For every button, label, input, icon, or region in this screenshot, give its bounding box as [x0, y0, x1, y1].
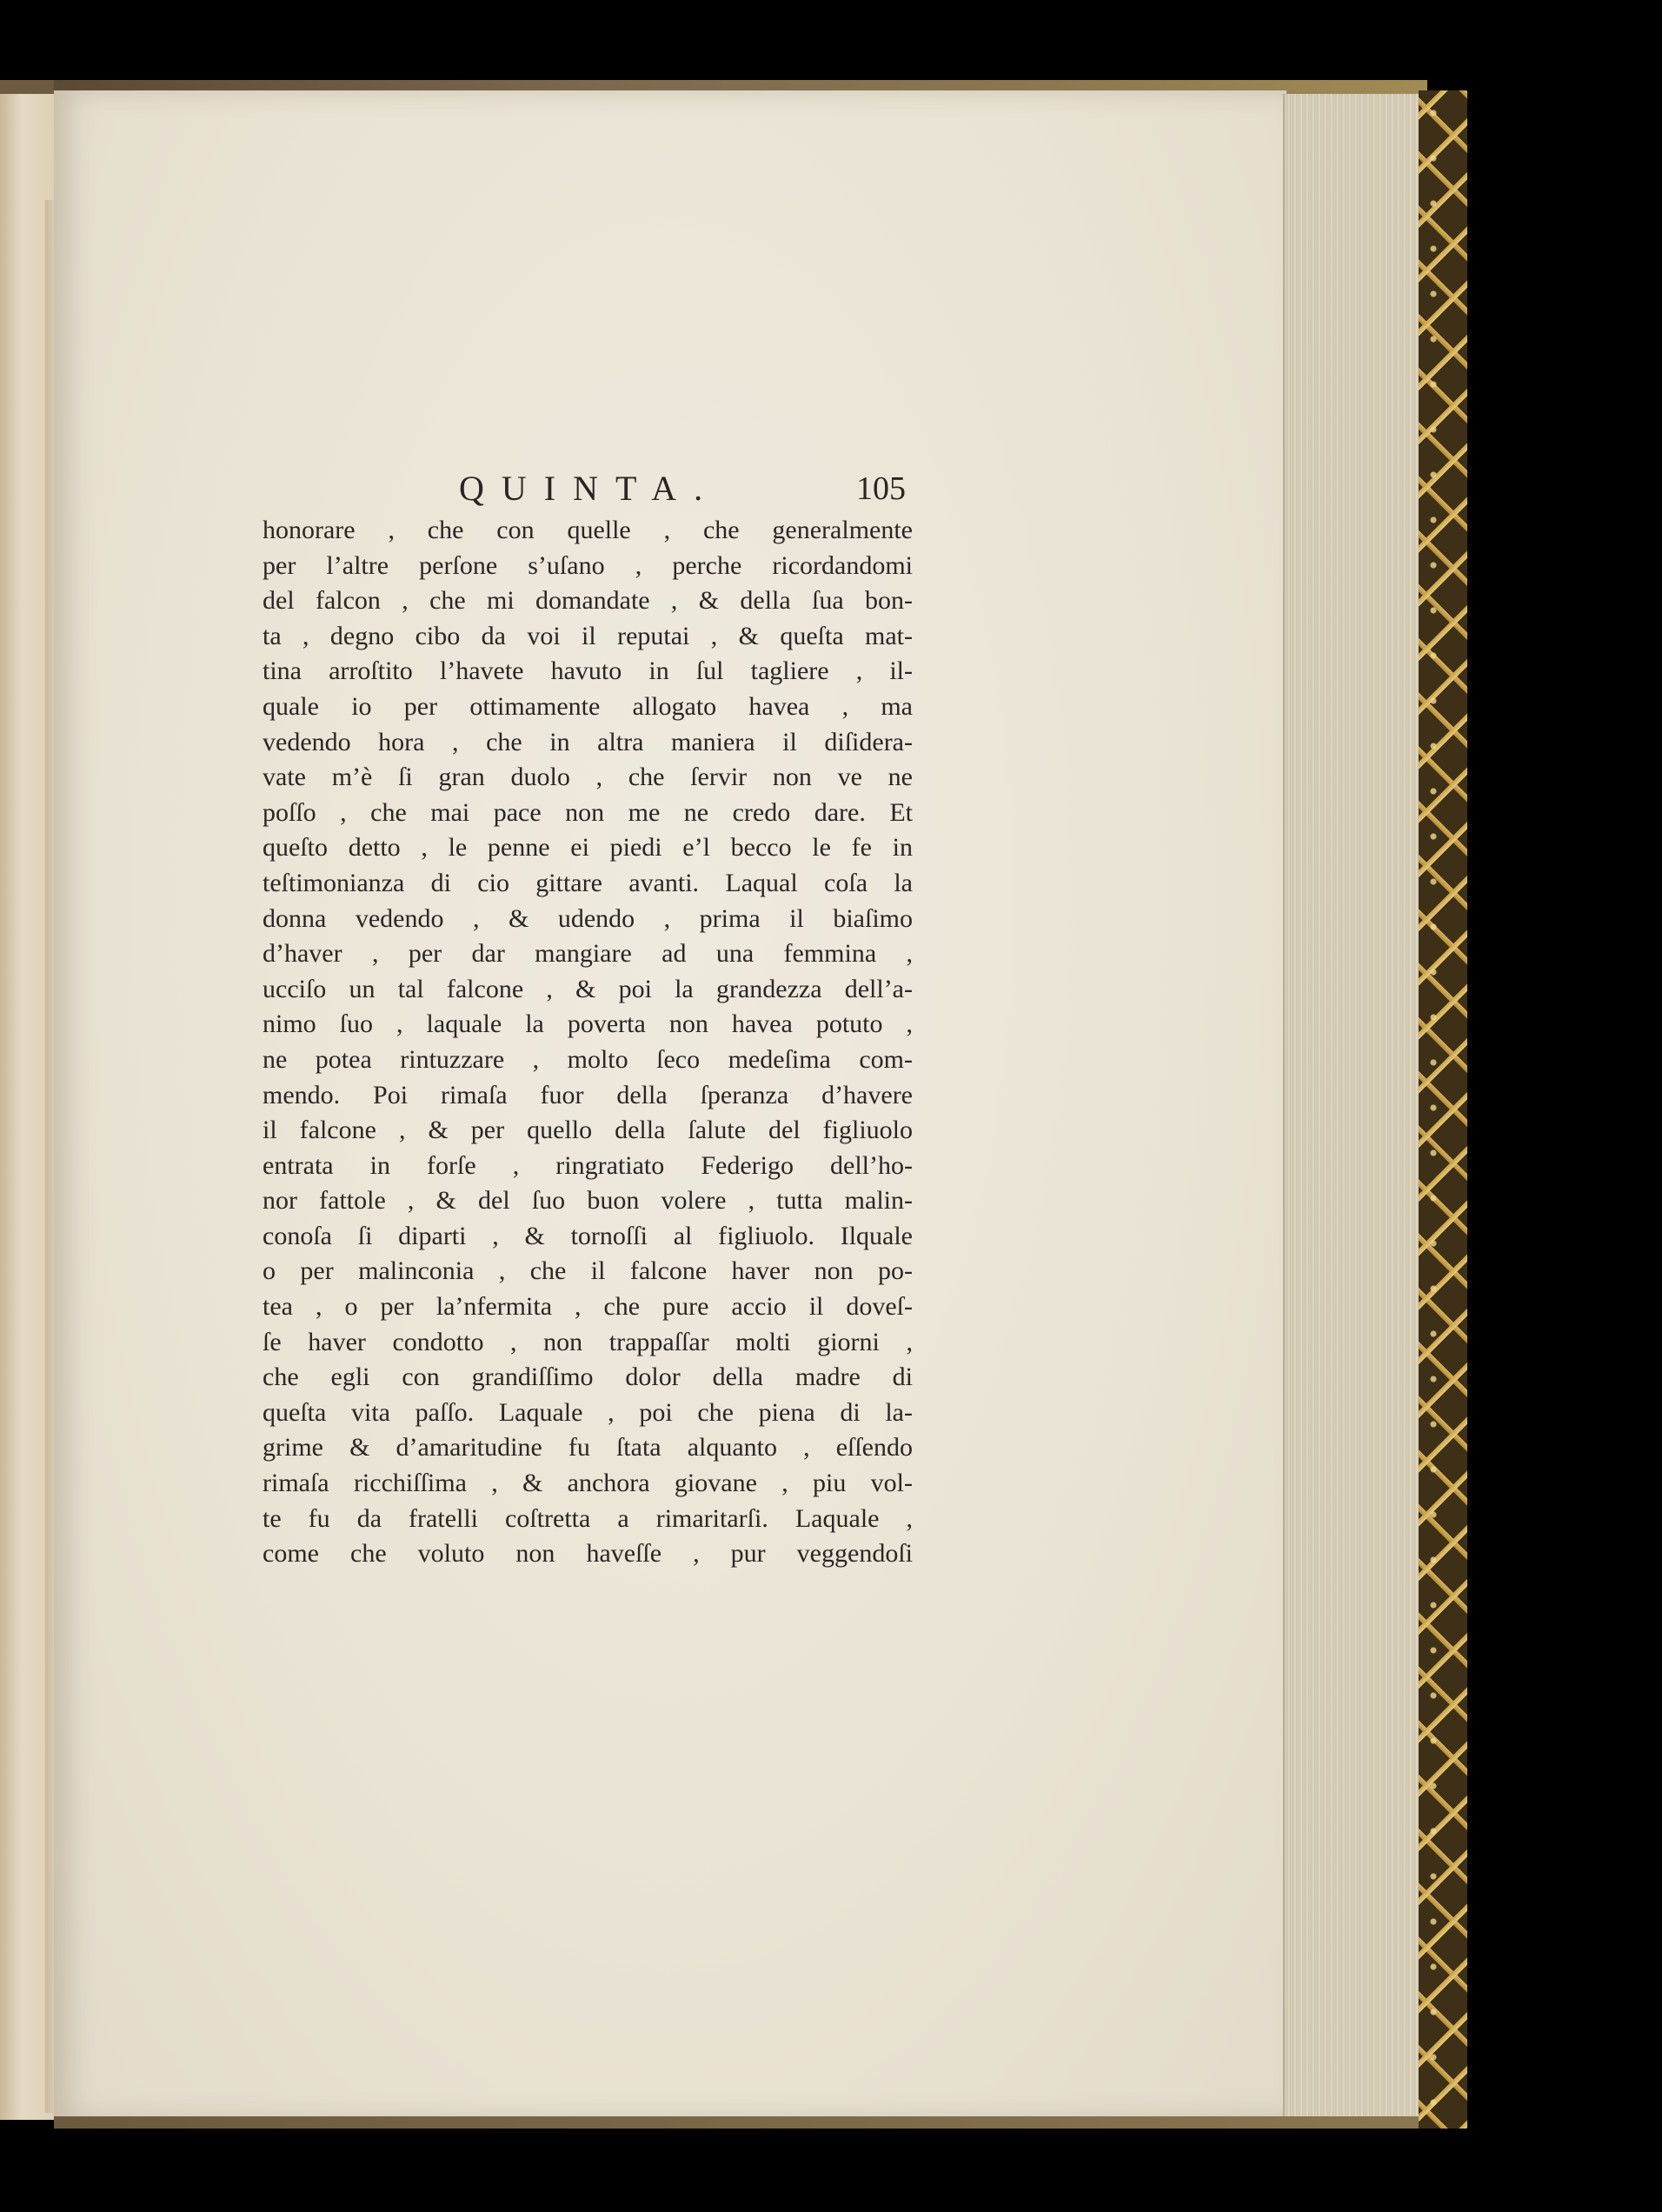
text-line: ta , degno cibo da voi il reputai , & queſta mat- — [263, 621, 913, 650]
text-line: come che voluto non haveſſe , pur veggendoſi — [263, 1539, 913, 1569]
gilt-dot-ornament — [1429, 90, 1438, 2129]
text-line: grime & d’amaritudine fu ſtata alquanto , eſſendo — [263, 1433, 913, 1462]
text-line: vate m’è ſi gran duolo , che ſervir non ve ne — [263, 763, 913, 792]
text-line: mendo. Poi rimaſa fuor della ſperanza d’havere — [263, 1080, 913, 1109]
text-line: ucciſo un tal falcone , & poi la grandezza dell’a- — [263, 974, 913, 1003]
text-block — [263, 468, 913, 1572]
running-title: QUINTA. — [459, 469, 721, 508]
text-line: o per malinconia , che il falcone haver non po- — [263, 1256, 913, 1286]
text-line: honorare , che con quelle , che generalmente — [263, 516, 913, 544]
text-line: ne potea rintuzzare , molto ſeco medeſima com- — [263, 1044, 913, 1074]
text-line: quale io per ottimamente allogato havea , ma — [263, 691, 913, 721]
text-line: per l’altre perſone s’uſano , perche ricordandomi — [263, 550, 913, 580]
text-line: queſto detto , le penne ei piedi e’l becco le fe in — [263, 833, 913, 863]
running-head — [263, 468, 913, 513]
text-line: il falcone , & per quello della ſalute del figliuolo — [263, 1116, 913, 1145]
text-line: che egli con grandiſſimo dolor della madre di — [263, 1363, 913, 1392]
page-number: 105 — [856, 470, 906, 507]
text-line: d’haver , per dar mangiare ad una femmina , — [263, 939, 913, 969]
text-line: nor fattole , & del ſuo buon volere , tutta malin- — [263, 1186, 913, 1216]
text-line: rimaſa ricchiſſima , & anchora giovane , piu vol- — [263, 1469, 913, 1498]
text-line: nimo ſuo , laquale la poverta non havea potuto , — [263, 1009, 913, 1039]
gilt-binding-edge — [1419, 90, 1467, 2129]
text-line: conoſa ſi diparti , & tornoſſi al figliuolo. Ilquale — [263, 1221, 913, 1250]
text-line: poſſo , che mai pace non me ne credo dare. Et — [263, 797, 913, 827]
text-line: vedendo hora , che in altra maniera il diſidera- — [263, 727, 913, 756]
text-line: te fu da fratelli coſtretta a rimaritarſi. Laquale , — [263, 1503, 913, 1533]
text-line: queſta vita paſſo. Laquale , poi che piena di la- — [263, 1397, 913, 1427]
text-line: ſe haver condotto , non trappaſſar molti giorni , — [263, 1327, 913, 1356]
text-line: teſtimonianza di cio gittare avanti. Laqual coſa la — [263, 868, 913, 897]
text-line: del falcon , che mi domandate , & della ſua bon- — [263, 586, 913, 616]
body-text — [263, 513, 913, 1572]
text-line: entrata in forſe , ringratiato Federigo dell’ho- — [263, 1150, 913, 1180]
text-line: donna vedendo , & udendo , prima il biaſimo — [263, 903, 913, 933]
text-line: tea , o per la’nfermita , che pure accio il doveſ- — [263, 1292, 913, 1322]
text-line: tina arroſtito l’havete havuto in ſul tagliere , il- — [263, 656, 913, 686]
text-block-bottom-edge — [54, 2116, 1427, 2129]
page-fore-edge — [1283, 94, 1424, 2118]
